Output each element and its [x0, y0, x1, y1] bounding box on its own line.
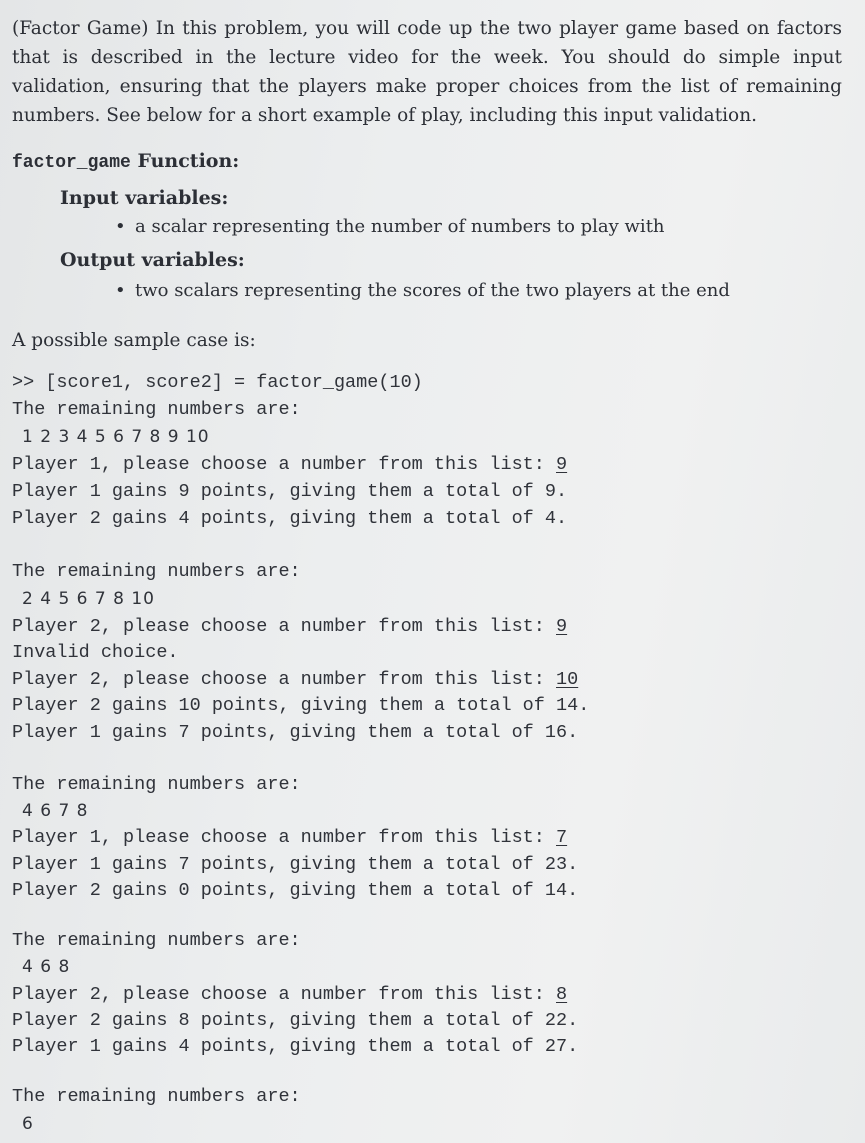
gain-line: Player 2 gains 10 points, giving them a total of 14. — [12, 695, 590, 716]
remaining-numbers: 6 — [22, 1114, 34, 1134]
choose-line: Player 2, please choose a number from this list: 9 — [12, 616, 568, 637]
gain-line: Player 1 gains 7 points, giving them a total of 16. — [12, 722, 579, 743]
choose-line: Player 2, please choose a number from this list: 10 — [12, 669, 579, 690]
gain-line: Player 1 gains 9 points, giving them a total of 9. — [12, 481, 568, 502]
remaining-numbers: 2 4 5 6 7 8 10 — [22, 589, 155, 609]
bullet-icon: • — [115, 280, 126, 301]
output-variable-item: • two scalars representing the scores of the two players at the end — [115, 280, 730, 301]
remaining-numbers: 4 6 7 8 — [22, 801, 89, 821]
remaining-label: The remaining numbers are: — [12, 1086, 301, 1107]
console-command: [score1, score2] = factor_game(10) — [45, 372, 423, 393]
invalid-choice-line: Invalid choice. — [12, 642, 179, 663]
function-suffix: Function: — [137, 150, 240, 172]
gain-line: Player 2 gains 4 points, giving them a total of 4. — [12, 508, 568, 529]
gain-line: Player 2 gains 8 points, giving them a total of 22. — [12, 1010, 579, 1031]
remaining-label: The remaining numbers are: — [12, 930, 301, 951]
console-prompt: >> — [12, 372, 46, 393]
remaining-numbers: 4 6 8 — [22, 957, 71, 977]
gain-line: Player 1 gains 7 points, giving them a total of 23. — [12, 854, 579, 875]
problem-description: (Factor Game) In this problem, you will code up the two player game based on factors that is described in the lecture video for the week. You should do simple input validation, ensuring that the players make proper choices from the list of remaining numbers. See below for a short example of play, including this input validation. — [12, 18, 842, 126]
player-choice: 7 — [556, 827, 568, 848]
player-choice: 8 — [556, 984, 568, 1005]
function-name: factor_game — [12, 153, 131, 173]
bullet-icon: • — [115, 216, 126, 237]
output-variables-label: Output variables: — [60, 249, 245, 271]
console-command-line — [12, 372, 423, 393]
gain-line: Player 2 gains 0 points, giving them a total of 14. — [12, 880, 579, 901]
function-heading — [12, 150, 239, 173]
player-choice: 9 — [556, 454, 568, 475]
sample-case-intro: A possible sample case is: — [12, 330, 256, 351]
remaining-label: The remaining numbers are: — [12, 774, 301, 795]
remaining-numbers: 1 2 3 4 5 6 7 8 9 10 — [22, 427, 210, 447]
player-choice: 10 — [556, 669, 579, 690]
player-choice: 9 — [556, 616, 568, 637]
input-variable-item: • a scalar representing the number of numbers to play with — [115, 216, 665, 237]
input-variables-label: Input variables: — [60, 187, 229, 209]
choose-line: Player 2, please choose a number from this list: 8 — [12, 984, 568, 1005]
remaining-label: The remaining numbers are: — [12, 561, 301, 582]
remaining-label: The remaining numbers are: — [12, 399, 301, 420]
choose-line: Player 1, please choose a number from this list: 7 — [12, 827, 568, 848]
gain-line: Player 1 gains 4 points, giving them a total of 27. — [12, 1036, 579, 1057]
choose-line: Player 1, please choose a number from this list: 9 — [12, 454, 568, 475]
